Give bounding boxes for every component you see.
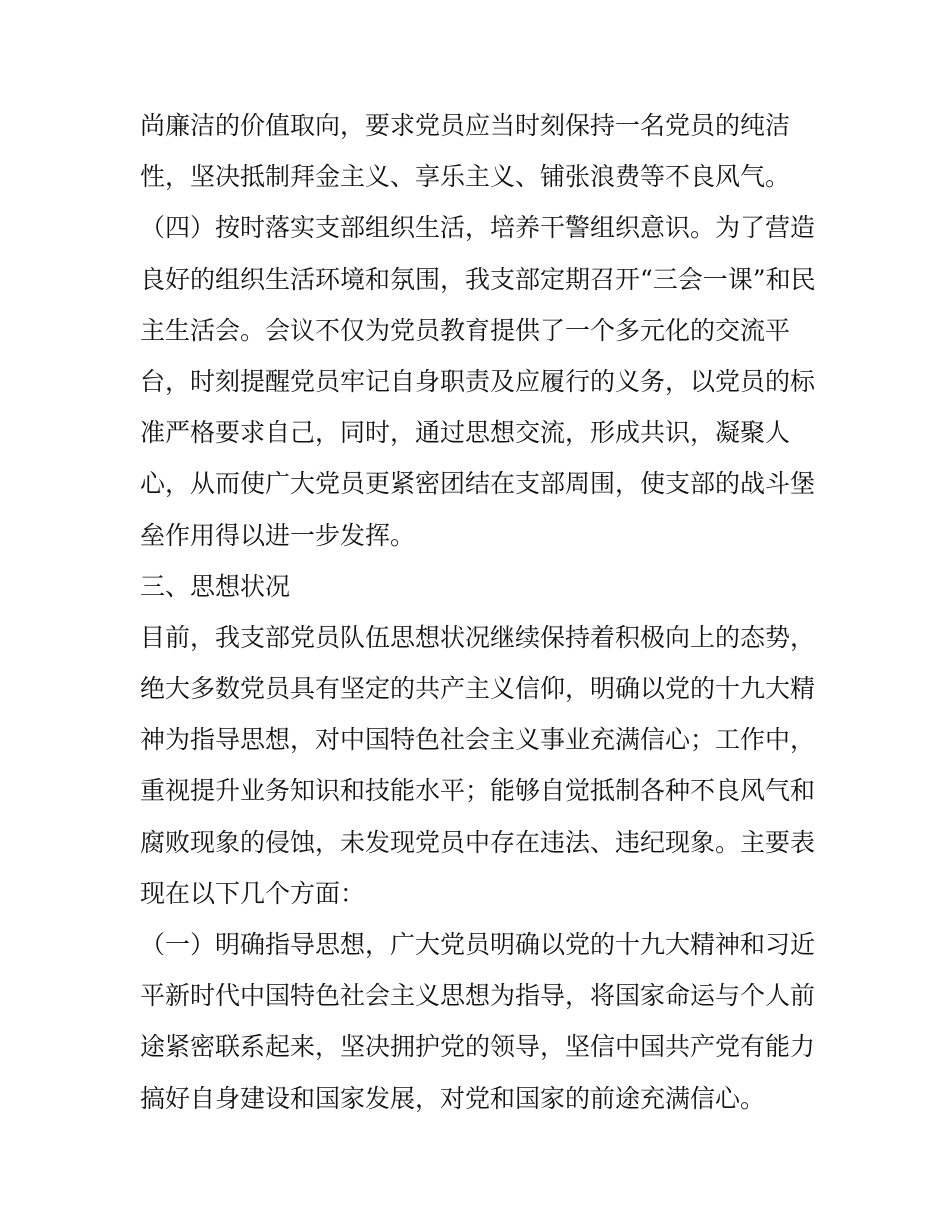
text-line: 现在以下几个方面： xyxy=(140,878,366,908)
text-line: 目前，我支部党员队伍思想状况继续保持着积极向上的态势， xyxy=(140,622,816,652)
text-line: 重视提升业务知识和技能水平；能够自觉抵制各种不良风气和 xyxy=(140,776,816,806)
text-line: 心，从而使广大党员更紧密团结在支部周围，使支部的战斗堡 xyxy=(140,469,816,499)
text-line: 准严格要求自己，同时，通过思想交流，形成共识，凝聚人 xyxy=(140,418,791,448)
text-line: 平新时代中国特色社会主义思想为指导，将国家命运与个人前 xyxy=(140,981,816,1011)
text-line: 性，坚决抵制拜金主义、享乐主义、铺张浪费等不良风气。 xyxy=(140,162,791,192)
text-line: 途紧密联系起来，坚决拥护党的领导，坚信中国共产党有能力 xyxy=(140,1032,816,1062)
text-line: 垒作用得以进一步发挥。 xyxy=(140,520,416,550)
text-line: （一）明确指导思想，广大党员明确以党的十九大精神和习近 xyxy=(140,930,816,959)
text-line: 台，时刻提醒党员牢记自身职责及应履行的义务，以党员的标 xyxy=(140,366,816,396)
text-line: 主生活会。会议不仅为党员教育提供了一个多元化的交流平 xyxy=(140,315,791,345)
text-line: 搞好自身建设和国家发展，对党和国家的前途充满信心。 xyxy=(140,1083,766,1113)
text-line: 绝大多数党员具有坚定的共产主义信仰，明确以党的十九大精 xyxy=(140,674,816,704)
text-line: 尚廉洁的价值取向，要求党员应当时刻保持一名党员的纯洁 xyxy=(140,111,791,140)
text-line: 良好的组织生活环境和氛围，我支部定期召开“三会一课”和民 xyxy=(140,264,816,294)
section-heading: 三、思想状况 xyxy=(140,571,291,601)
text-line: （四）按时落实支部组织生活，培养干警组织意识。为了营造 xyxy=(140,213,816,243)
text-line: 腐败现象的侵蚀，未发现党员中存在违法、违纪现象。主要表 xyxy=(140,827,816,857)
text-line: 神为指导思想，对中国特色社会主义事业充满信心；工作中， xyxy=(140,725,816,755)
body-text xyxy=(140,100,815,1124)
